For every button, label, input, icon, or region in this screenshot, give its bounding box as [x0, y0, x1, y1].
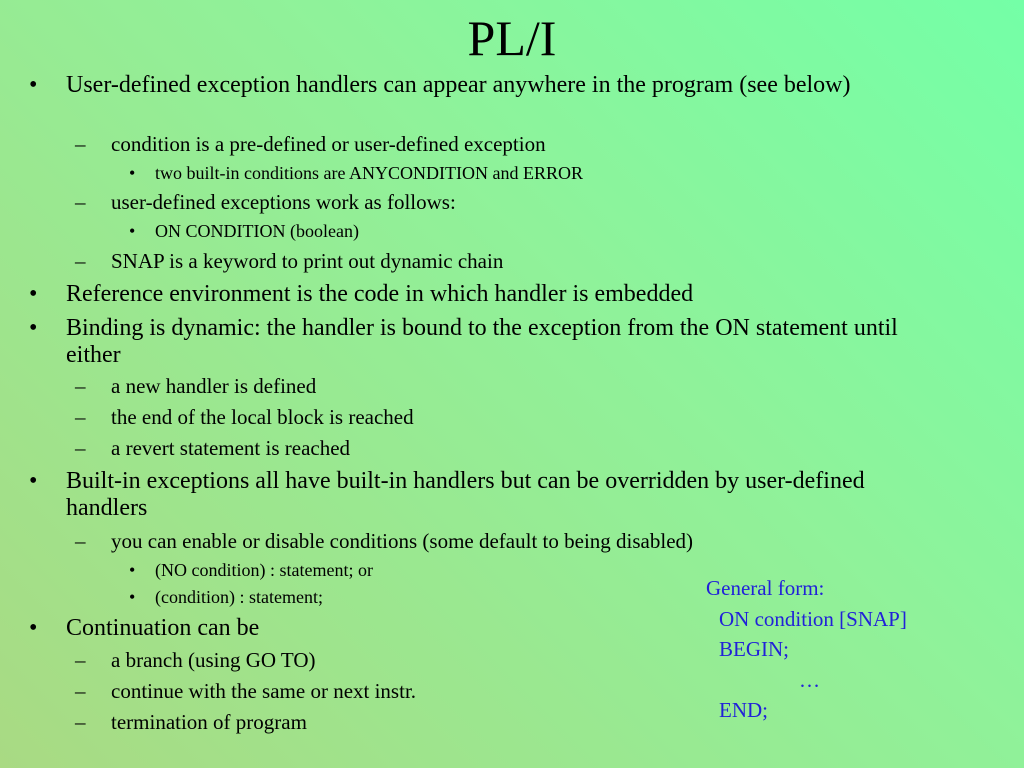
dash-marker: –: [75, 710, 86, 734]
general-form-heading: General form:: [706, 576, 825, 600]
sub-item: [75, 436, 991, 461]
sub-item: [75, 529, 991, 554]
bullet-marker: •: [129, 221, 136, 241]
bullet-text: User-defined exception handlers can appear anywhere in the program (see below): [66, 72, 851, 98]
bullet-item: [29, 468, 946, 522]
dash-marker: –: [75, 648, 86, 672]
sub-item: [75, 132, 991, 157]
bullet-item: [29, 315, 946, 369]
sub-item: [75, 190, 991, 215]
code-line: BEGIN;: [719, 637, 789, 661]
code-line: ON condition [SNAP]: [719, 606, 907, 631]
sub-sub-item-text: (condition) : statement;: [155, 587, 323, 607]
dash-marker: –: [75, 190, 86, 214]
bullet-text: Built-in exceptions all have built-in handlers but can be overridden by user-defined handlers: [66, 468, 865, 521]
code-line: …: [799, 667, 820, 692]
sub-item-text: a branch (using GO TO): [111, 648, 316, 672]
sub-sub-item: [129, 220, 855, 242]
bullet-text: Reference environment is the code in which handler is embedded: [66, 281, 694, 307]
sub-item-text: user-defined exceptions work as follows:: [111, 190, 456, 214]
sub-sub-item-text: ON CONDITION (boolean): [155, 221, 359, 241]
bullet-text: Continuation can be: [66, 615, 260, 641]
sub-item: [75, 405, 991, 430]
bullet-marker: •: [129, 163, 136, 183]
bullet-marker: •: [29, 281, 38, 307]
dash-marker: –: [75, 679, 86, 703]
sub-item-text: SNAP is a keyword to print out dynamic chain: [111, 249, 504, 273]
dash-marker: –: [75, 132, 86, 156]
sub-item-text: continue with the same or next instr.: [111, 679, 417, 703]
general-form-box: [706, 573, 907, 726]
sub-sub-item-text: two built-in conditions are ANYCONDITION and ERROR: [155, 163, 583, 183]
sub-item-text: termination of program: [111, 710, 307, 734]
bullet-item: [29, 72, 946, 99]
sub-item-text: you can enable or disable conditions (some default to being disabled): [111, 529, 694, 553]
code-line: END;: [719, 698, 768, 722]
dash-marker: –: [75, 374, 86, 398]
bullet-marker: •: [29, 615, 38, 641]
sub-item-text: condition is a pre-defined or user-defined exception: [111, 132, 546, 156]
sub-item: [75, 374, 991, 399]
bullet-marker: •: [29, 468, 38, 494]
sub-sub-item-text: (NO condition) : statement; or: [155, 560, 373, 580]
slide-title: PL/I: [467, 10, 557, 66]
sub-item-text: a new handler is defined: [111, 374, 317, 398]
bullet-text: Binding is dynamic: the handler is bound to the exception from the ON statement until either: [66, 315, 898, 368]
bullet-item: [29, 281, 946, 308]
sub-item-text: the end of the local block is reached: [111, 405, 414, 429]
bullet-marker: •: [29, 72, 38, 98]
sub-item-text: a revert statement is reached: [111, 436, 351, 460]
bullet-marker: •: [129, 587, 136, 607]
dash-marker: –: [75, 436, 86, 460]
bullet-marker: •: [129, 560, 136, 580]
sub-item: [75, 249, 991, 274]
sub-sub-item: [129, 162, 855, 184]
dash-marker: –: [75, 529, 86, 553]
dash-marker: –: [75, 249, 86, 273]
dash-marker: –: [75, 405, 86, 429]
bullet-marker: •: [29, 315, 38, 341]
